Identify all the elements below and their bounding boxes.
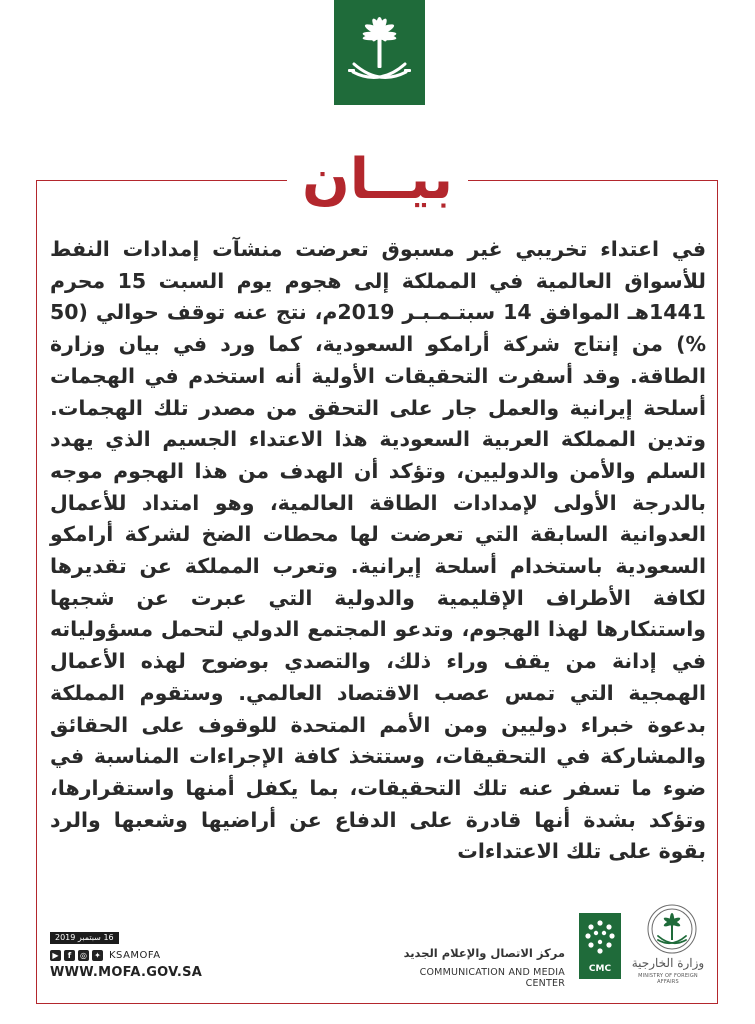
cmc-logo xyxy=(579,913,621,979)
mofa-english-name: MINISTRY OF FOREIGN AFFAIRS xyxy=(638,973,698,985)
cmc-english-name: COMMUNICATION AND MEDIA CENTER xyxy=(419,967,565,989)
statement-body xyxy=(50,234,706,868)
facebook-icon[interactable]: f xyxy=(64,950,75,961)
saudi-emblem-logo xyxy=(334,0,425,105)
saudi-palm-swords-emblem-icon xyxy=(334,0,425,105)
mofa-emblem-logo xyxy=(640,900,704,958)
social-links xyxy=(50,948,161,962)
website-link[interactable]: WWW.MOFA.GOV.SA xyxy=(50,965,203,980)
instagram-icon[interactable]: ◎ xyxy=(78,950,89,961)
title-container xyxy=(287,136,468,224)
social-handle[interactable]: KSAMOFA xyxy=(109,949,161,961)
cmc-dots-icon xyxy=(579,913,621,963)
cmc-arabic-name: مركز الاتصال والإعلام الجديد xyxy=(403,946,565,960)
twitter-icon[interactable]: ✦ xyxy=(92,950,103,961)
mofa-palm-swords-emblem-icon xyxy=(640,900,704,958)
date-badge: 16 سبتمبر 2019 xyxy=(50,932,119,944)
statement-paragraph: في اعتداء تخريبي غير مسبوق تعرضت منشآت إمدادات النفط للأسواق العالمية في المملكة إلى هجوم يوم السبت 15 محرم 1441هـ الموافق 14 سبتـمـبـر 2019م، نتج عنه توقف حوالي (50 %) من إنتاج شركة أرامكو السعودية، كما ورد في بيان وزارة الطاقة. وقد أسفرت التحقيقات الأولية أنه استخدم في الهجمات أسلحة إيرانية والعمل جار على التحقق من مصدر تلك الهجمات. وتدين المملكة العربية السعودية هذا الاعتداء الجسيم الذي يهدد السلم والأمن والدوليين، وتؤكد أن الهدف من هذا الهجوم موجه بالدرجة الأولى لإمدادات الطاقة العالمية، وهو امتداد للأعمال العدوانية السابقة التي تعرضت لها محطات الضخ لشركة أرامكو السعودية باستخدام أسلحة إيرانية. وتعرب المملكة عن تقديرها لكافة الأطراف الإقليمية والدولية التي عبرت عن شجبها واستنكارها لهذا الهجوم، وتدعو المجتمع الدولي لتحمل مسؤولياته في إدانة من يقف وراء ذلك، والتصدي بوضوح لهذه الأعمال الهمجية التي تمس عصب الاقتصاد العالمي. وستقوم المملكة بدعوة خبراء دوليين ومن الأمم المتحدة للوقوف على الحقائق والمشاركة في التحقيقات، وستتخذ كافة الإجراءات المناسبة في ضوء ما تسفر عنه تلك التحقيقات، بما يكفل أمنها واستقرارها، وتؤكد بشدة أنها قادرة على الدفاع عن أراضيها وشعبها والرد بقوة على تلك الاعتداءات xyxy=(50,237,707,864)
youtube-icon[interactable]: ▶ xyxy=(50,950,61,961)
statement-title: بيــان xyxy=(302,147,453,212)
cmc-logo-text: CMC xyxy=(588,964,612,974)
mofa-arabic-name: وزارة الخارجية xyxy=(631,956,705,970)
